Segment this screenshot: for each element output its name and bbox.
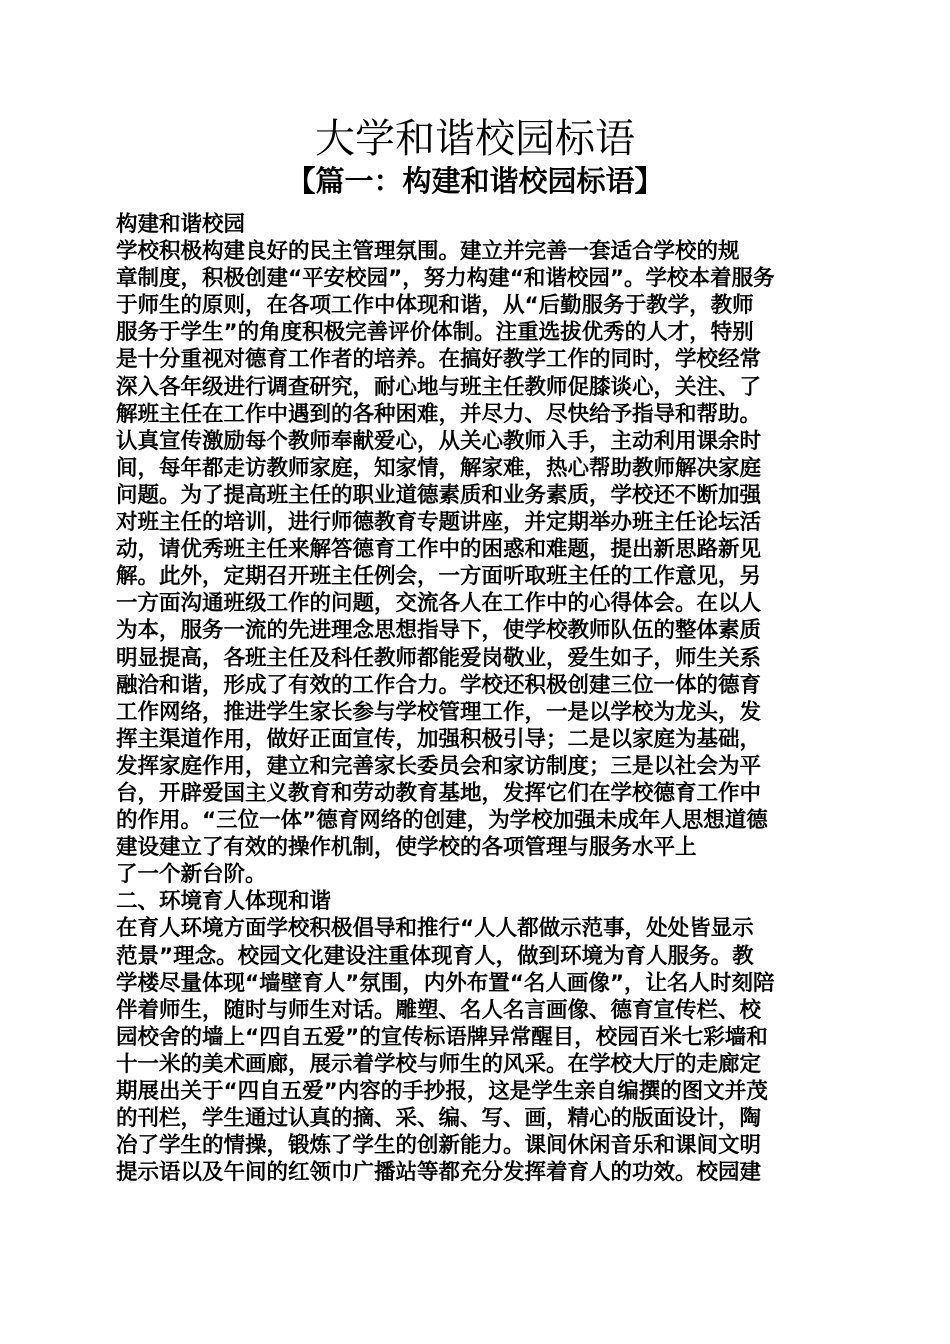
body-line: 间，每年都走访教师家庭，知家情，解家难，热心帮助教师解决家庭 [116, 455, 762, 481]
body-line: 冶了学生的情操，锻炼了学生的创新能力。课间休闲音乐和课间文明 [116, 1133, 762, 1159]
document-body [116, 211, 836, 1186]
body-line: 融洽和谐，形成了有效的工作合力。学校还积极创建三位一体的德育 [116, 672, 762, 698]
body-line: 挥主渠道作用，做好正面宣传，加强积极引导；二是以家庭为基础， [116, 726, 762, 752]
body-line: 建设建立了有效的操作机制，使学校的各项管理与服务水平上 [116, 835, 697, 861]
body-line: 服务于学生”的角度积极完善评价体制。注重选拔优秀的人才，特别 [116, 320, 754, 346]
document-title: 大学和谐校园标语 [315, 116, 635, 162]
body-line: 提示语以及午间的红领巾广播站等都充分发挥着育人的功效。校园建 [116, 1160, 762, 1186]
body-line: 深入各年级进行调查研究，耐心地与班主任教师促膝谈心，关注、了 [116, 374, 762, 400]
body-line: 台，开辟爱国主义教育和劳动教育基地，发挥它们在学校德育工作中 [116, 780, 762, 806]
body-line: 学楼尽量体现“墙壁育人”氛围，内外布置“名人画像”，让名人时刻陪 [116, 970, 775, 996]
body-line: 解班主任在工作中遇到的各种困难，并尽力、尽快给予指导和帮助。 [116, 401, 762, 427]
body-line: 学校积极构建良好的民主管理氛围。建立并完善一套适合学校的规 [116, 239, 740, 265]
document-subtitle: 【篇一：构建和谐校园标语】 [286, 164, 664, 198]
body-line: 二、环境育人体现和谐 [116, 889, 332, 915]
body-line: 伴着师生，随时与师生对话。雕塑、名人名言画像、德育宣传栏、校 [116, 997, 762, 1023]
body-line: 发挥家庭作用，建立和完善家长委员会和家访制度；三是以社会为平 [116, 753, 762, 779]
body-line: 一方面沟通班级工作的问题，交流各人在工作中的心得体会。在以人 [116, 591, 762, 617]
body-line: 园校舍的墙上“四自五爱”的宣传标语牌异常醒目，校园百米七彩墙和 [116, 1024, 768, 1050]
body-line: 对班主任的培训，进行师德教育专题讲座，并定期举办班主任论坛活 [116, 510, 762, 536]
body-line: 十一米的美术画廊，展示着学校与师生的风采。在学校大厅的走廊定 [116, 1051, 762, 1077]
body-line: 工作网络，推进学生家长参与学校管理工作，一是以学校为龙头，发 [116, 699, 762, 725]
body-line: 范景”理念。校园文化建设注重体现育人，做到环境为育人服务。教 [116, 943, 754, 969]
body-line: 于师生的原则，在各项工作中体现和谐，从“后勤服务于教学，教师 [116, 293, 754, 319]
body-line: 的刊栏，学生通过认真的摘、采、编、写、画，精心的版面设计，陶 [116, 1106, 762, 1132]
body-line: 在育人环境方面学校积极倡导和推行“人人都做示范事，处处皆显示 [116, 916, 754, 942]
body-line: 为本，服务一流的先进理念思想指导下，使学校教师队伍的整体素质 [116, 618, 762, 644]
body-line: 动，请优秀班主任来解答德育工作中的困惑和难题，提出新思路新见 [116, 537, 762, 563]
body-line: 章制度，积极创建“平安校园”，努力构建“和谐校园”。学校本着服务 [116, 266, 775, 292]
body-line: 解。此外，定期召开班主任例会，一方面听取班主任的工作意见，另 [116, 564, 762, 590]
body-line: 期展出关于“四自五爱”内容的手抄报，这是学生亲自编撰的图文并茂 [116, 1079, 768, 1104]
body-line: 认真宣传激励每个教师奉献爱心，从关心教师入手，主动利用课余时 [116, 428, 762, 454]
body-line: 问题。为了提高班主任的职业道德素质和业务素质，学校还不断加强 [116, 482, 762, 508]
body-line: 了一个新台阶。 [116, 862, 267, 888]
body-line: 的作用。“三位一体”德育网络的创建，为学校加强未成年人思想道德 [116, 808, 768, 834]
body-line: 构建和谐校园 [116, 212, 246, 237]
body-line: 是十分重视对德育工作者的培养。在搞好教学工作的同时，学校经常 [116, 347, 762, 373]
body-line: 明显提高，各班主任及科任教师都能爱岗敬业，爱生如子，师生关系 [116, 645, 762, 671]
